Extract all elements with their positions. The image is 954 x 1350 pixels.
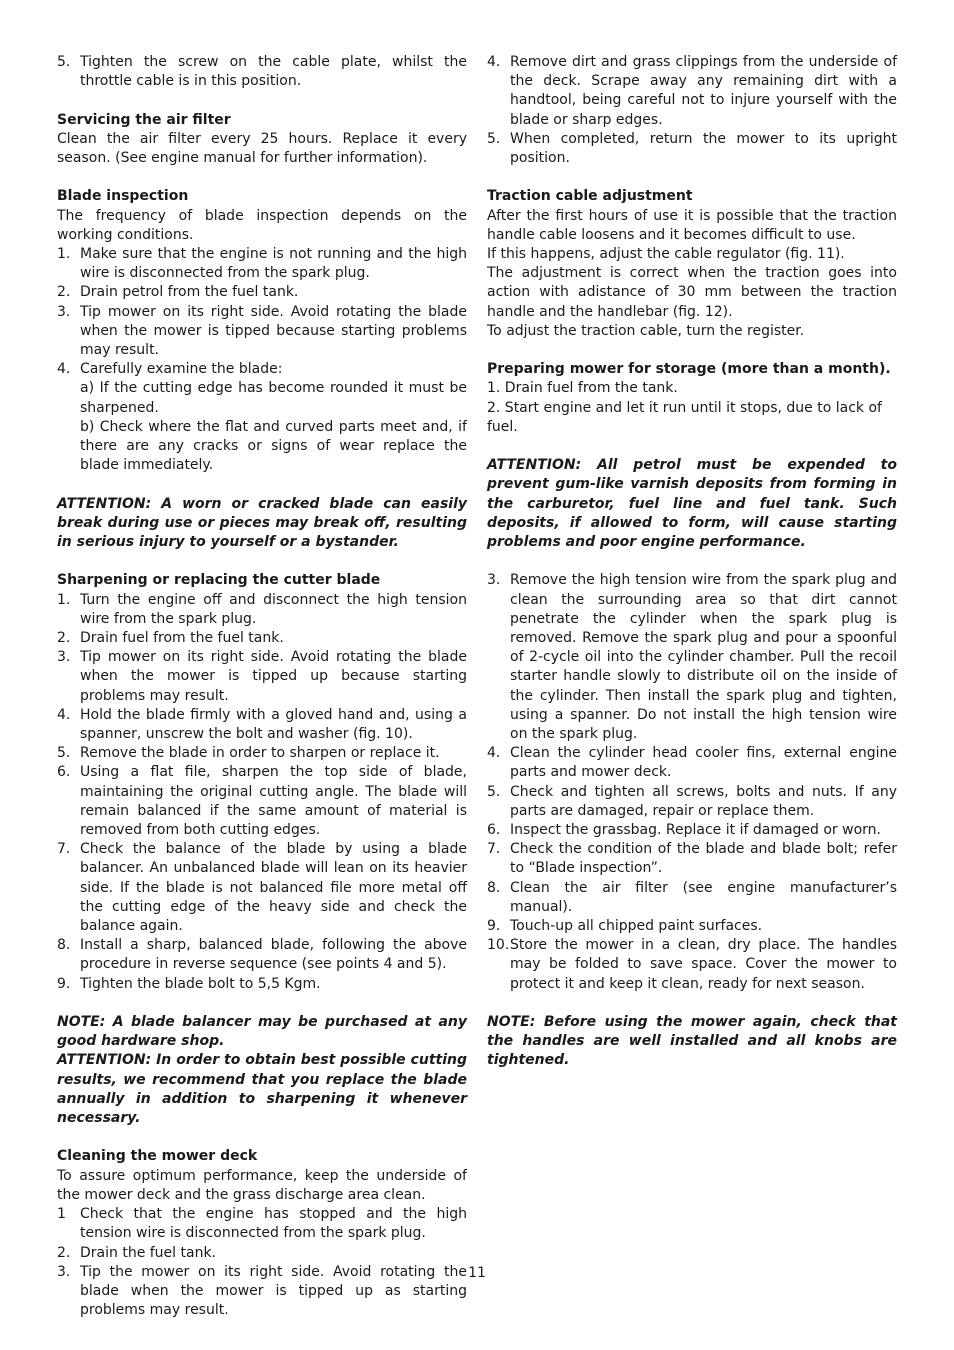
sub-item-a: a) If the cutting edge has become rounded it must be sharpened. bbox=[80, 380, 467, 416]
note-blade-balancer: NOTE: A blade balancer may be purchased at any good hardware shop. bbox=[57, 1014, 467, 1050]
cleaning-deck-section bbox=[57, 1147, 467, 1320]
list-item: 9. Tighten the blade bolt to 5,5 Kgm. bbox=[57, 975, 321, 992]
list-item: 5. Remove the blade in order to sharpen or replace it. bbox=[57, 745, 440, 762]
list-item: 4. Remove dirt and grass clippings from the underside of the deck. Scrape away any remaining dirt with a handtool, being careful not to injure yourself with the blade or sharp edges. bbox=[487, 54, 897, 128]
sharpening-section bbox=[57, 571, 467, 993]
storage-step: 1. Drain fuel from the tank. bbox=[487, 380, 678, 397]
storage-step: 2. Start engine and let it run until it stops, due to lack of fuel. bbox=[487, 399, 882, 435]
list-item: 8. Install a sharp, balanced blade, following the above procedure in reverse sequence (see points 4 and 5). bbox=[57, 937, 467, 973]
paragraph: After the first hours of use it is possible that the traction handle cable loosens and it becomes difficult to use. bbox=[487, 207, 897, 243]
attention-worn-blade: ATTENTION: A worn or cracked blade can easily break during use or pieces may break off, resulting in serious injury to yourself or a bystander. bbox=[57, 495, 467, 551]
section-heading: Traction cable adjustment bbox=[487, 188, 693, 205]
list-item: 3. Remove the high tension wire from the spark plug and clean the surrounding area so that dirt cannot penetrate the cylinder when the spark plug is removed. Remove the spark plug and pour a spoonful of 2-cycle oil into the cylinder chamber. Pull the recoil starter handle slowly to distribute oil on the inside of the cylinder. Then install the spark plug and tighten, using a spanner. Do not install the high tension wire on the spark plug. bbox=[487, 572, 897, 743]
list-item: 1. Turn the engine off and disconnect the high tension wire from the spark plug. bbox=[57, 591, 467, 627]
list-item: 1 Check that the engine has stopped and the high tension wire is disconnected from the spark plug. bbox=[57, 1206, 467, 1242]
notes-block bbox=[57, 1013, 467, 1128]
list-item: 5. Tighten the screw on the cable plate, whilst the throttle cable is in this position. bbox=[57, 54, 467, 90]
list-item: 7. Check the balance of the blade by using a blade balancer. An unbalanced blade will lean on its heavier side. If the blade is not balanced file more metal off the cutting edge of the heavy side and check the balance again. bbox=[57, 841, 467, 935]
list-item: 4. Carefully examine the blade: bbox=[57, 361, 283, 378]
section-heading: Preparing mower for storage (more than a month). bbox=[487, 361, 891, 378]
paragraph: The adjustment is correct when the traction goes into action with adistance of 30 mm between the traction handle and the handlebar (fig. 12). bbox=[487, 265, 897, 320]
list-item: 2. Drain the fuel tank. bbox=[57, 1244, 217, 1261]
page-number: 11 bbox=[468, 1265, 486, 1281]
cleaning-deck-continued bbox=[487, 53, 897, 168]
section-heading: Blade inspection bbox=[57, 188, 189, 205]
list-item: 4. Hold the blade firmly with a gloved hand and, using a spanner, unscrew the bolt and washer (fig. 10). bbox=[57, 706, 467, 743]
throttle-step bbox=[57, 53, 467, 91]
traction-cable-section bbox=[487, 187, 897, 341]
paragraph: To assure optimum performance, keep the underside of the mower deck and the grass discharge area clean. bbox=[57, 1167, 467, 1203]
list-item: 3. Tip mower on its right side. Avoid rotating the blade when the mower is tipped up because starting problems may result. bbox=[57, 649, 467, 704]
list-item: 2. Drain fuel from the fuel tank. bbox=[57, 630, 284, 647]
list-item: 10. Store the mower in a clean, dry place. The handles may be folded to save space. Cover the mower to protect it and keep it clean, ready for next season. bbox=[487, 937, 897, 992]
list-item: 6. Using a flat file, sharpen the top side of blade, maintaining the original cutting angle. The blade will remain balanced if the same amount of material is removed from both cutting edges. bbox=[57, 764, 467, 839]
attention-replace-blade: ATTENTION: In order to obtain best possible cutting results, we recommend that you replace the blade annually in addition to sharpening it whenever necessary. bbox=[57, 1052, 467, 1127]
section-heading: Cleaning the mower deck bbox=[57, 1148, 258, 1165]
list-item: 2. Drain petrol from the fuel tank. bbox=[57, 284, 299, 301]
list-item: 3. Tip mower on its right side. Avoid rotating the blade when the mower is tipped because starting problems may result. bbox=[57, 303, 467, 359]
blade-inspection-section bbox=[57, 187, 467, 475]
paragraph: The frequency of blade inspection depends on the working conditions. bbox=[57, 207, 467, 243]
list-item: 8. Clean the air filter (see engine manufacturer’s manual). bbox=[487, 879, 897, 915]
storage-steps-list bbox=[487, 571, 897, 993]
air-filter-section bbox=[57, 111, 467, 169]
list-item: 5. Check and tighten all screws, bolts and nuts. If any parts are damaged, repair or replace them. bbox=[487, 783, 897, 819]
list-item: 5. When completed, return the mower to its upright position. bbox=[487, 130, 897, 167]
attention-petrol: ATTENTION: All petrol must be expended to prevent gum-like varnish deposits from forming in the carburetor, fuel line and fuel tank. Such deposits, if allowed to form, will cause starting problems and poor engine performance. bbox=[487, 457, 897, 551]
sub-item-b: b) Check where the flat and curved parts meet and, if there are any cracks or signs of wear replace the blade immediately. bbox=[80, 418, 467, 474]
note-handles: NOTE: Before using the mower again, check that the handles are well installed and all knobs are tightened. bbox=[487, 1014, 897, 1069]
section-heading: Sharpening or replacing the cutter blade bbox=[57, 572, 381, 589]
right-column bbox=[487, 53, 897, 1090]
left-column bbox=[57, 53, 467, 1320]
paragraph: To adjust the traction cable, turn the register. bbox=[487, 322, 805, 339]
list-item: 4. Clean the cylinder head cooler fins, external engine parts and mower deck. bbox=[487, 745, 897, 781]
list-item: 1. Make sure that the engine is not running and the high wire is disconnected from the spark plug. bbox=[57, 246, 467, 282]
list-item: 6. Inspect the grassbag. Replace it if damaged or worn. bbox=[487, 822, 881, 839]
list-item: 7. Check the condition of the blade and blade bolt; refer to “Blade inspection”. bbox=[487, 841, 897, 877]
section-heading: Servicing the air filter bbox=[57, 111, 231, 128]
list-item: 3. Tip the mower on its right side. Avoid rotating the blade when the mower is tipped up as starting problems may result. bbox=[57, 1263, 467, 1319]
paragraph: If this happens, adjust the cable regulator (fig. 11). bbox=[487, 246, 845, 263]
paragraph: Clean the air filter every 25 hours. Replace it every season. (See engine manual for further information). bbox=[57, 130, 467, 166]
list-item: 9. Touch-up all chipped paint surfaces. bbox=[487, 918, 763, 935]
storage-section bbox=[487, 360, 897, 437]
